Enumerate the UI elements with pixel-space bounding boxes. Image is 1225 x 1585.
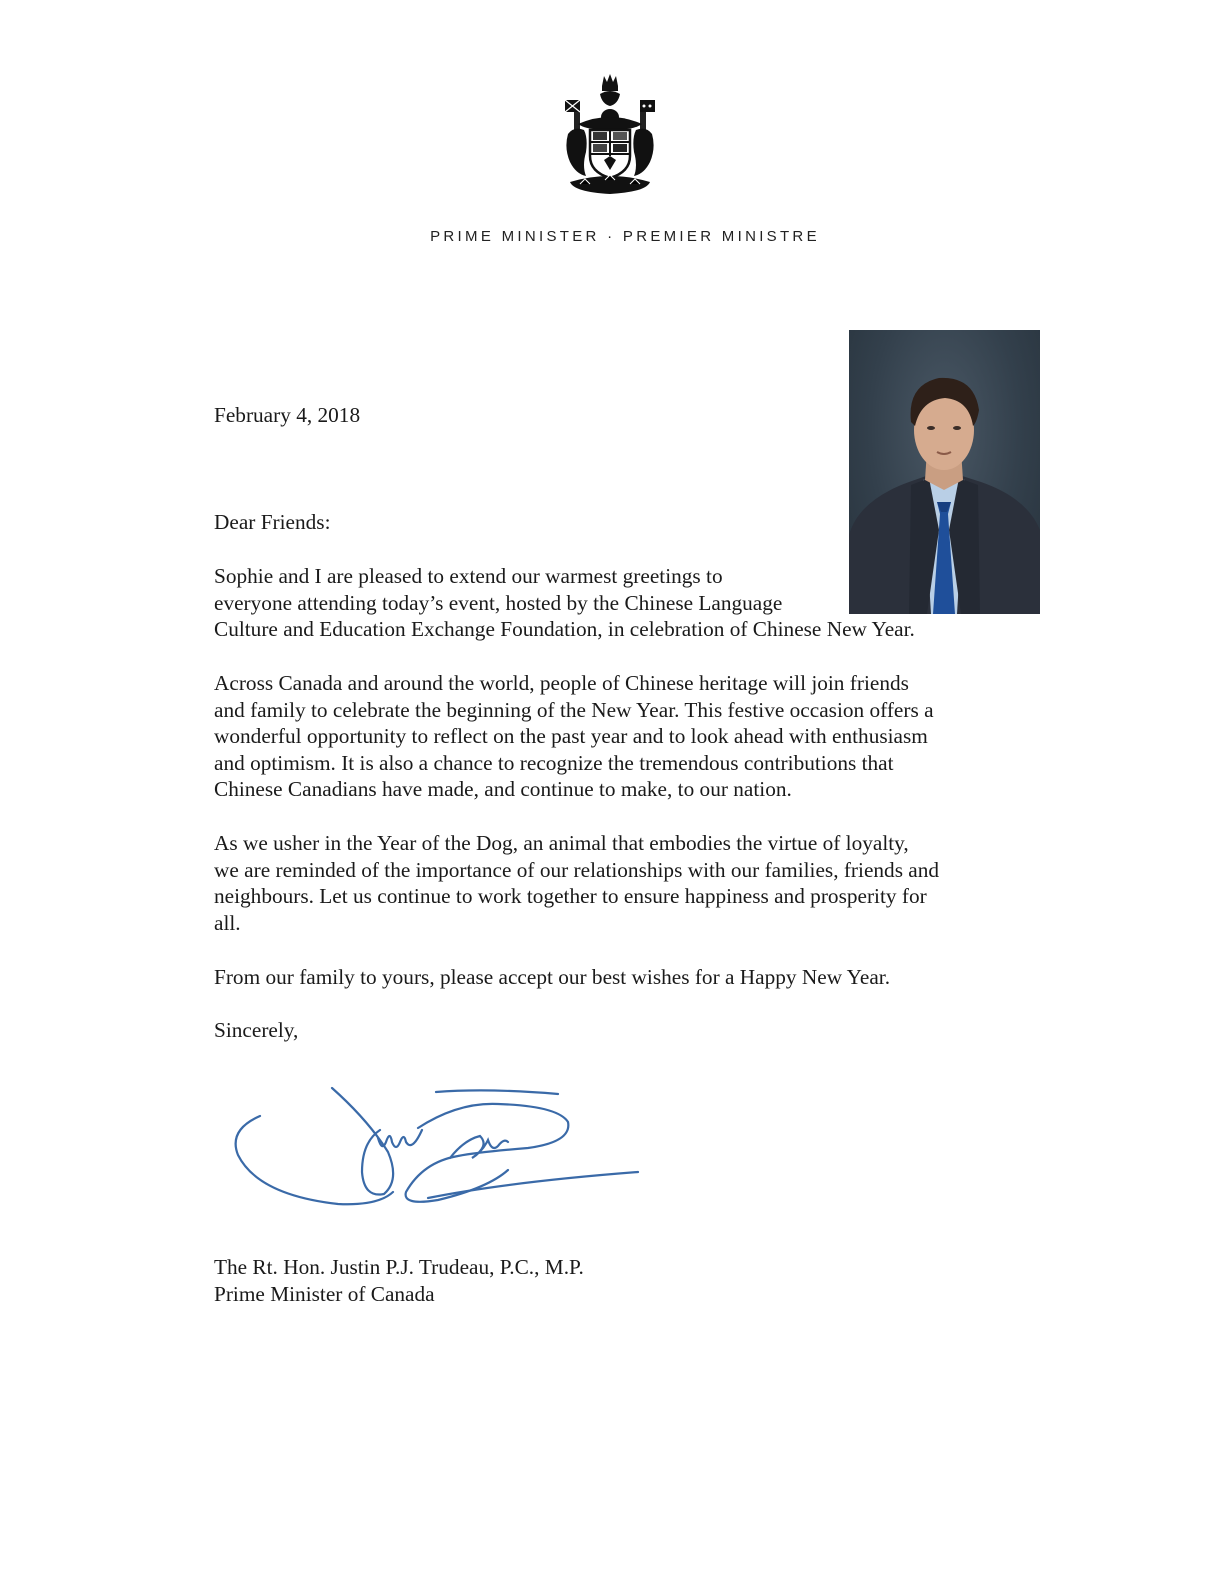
paragraph-line: As we usher in the Year of the Dog, an animal that embodies the virtue of loyalty, [214, 831, 909, 855]
paragraph-line: Sophie and I are pleased to extend our warmest greetings to [214, 564, 723, 588]
paragraph-4 [214, 964, 890, 991]
paragraph-line: wonderful opportunity to reflect on the past year and to look ahead with enthusiasm [214, 724, 928, 749]
letter-date: February 4, 2018 [214, 403, 361, 427]
paragraph-line: all. [214, 910, 241, 935]
paragraph-line: neighbours. Let us continue to work together to ensure happiness and prosperity for [214, 884, 927, 909]
paragraph-line: From our family to yours, please accept our best wishes for a Happy New Year. [214, 965, 891, 989]
paragraph-line: and family to celebrate the beginning of the New Year. This festive occasion offers a [214, 697, 934, 722]
paragraph-3 [214, 830, 939, 936]
paragraph-line: we are reminded of the importance of our relationships with our families, friends and [214, 857, 940, 882]
paragraph-1 [214, 563, 915, 643]
signature [228, 1080, 648, 1210]
paragraph-line: and optimism. It is also a chance to recognize the tremendous contributions that [214, 750, 894, 775]
paragraph-line: Across Canada and around the world, people of Chinese heritage will join friends [214, 671, 909, 695]
paragraph-line: everyone attending today’s event, hosted by the Chinese Language [214, 590, 783, 615]
signatory-name: The Rt. Hon. Justin P.J. Trudeau, P.C., M.P. [214, 1255, 584, 1279]
coat-of-arms-icon [560, 72, 660, 197]
closing: Sincerely, [214, 1018, 299, 1042]
signatory-title: Prime Minister of Canada [214, 1282, 435, 1306]
paragraph-2 [214, 670, 934, 803]
salutation: Dear Friends: [214, 510, 331, 534]
paragraph-line: Chinese Canadians have made, and continue to make, to our nation. [214, 777, 792, 802]
paragraph-line: Culture and Education Exchange Foundation, in celebration of Chinese New Year. [214, 617, 915, 642]
letterhead-title: PRIME MINISTER · PREMIER MINISTRE [430, 228, 820, 245]
